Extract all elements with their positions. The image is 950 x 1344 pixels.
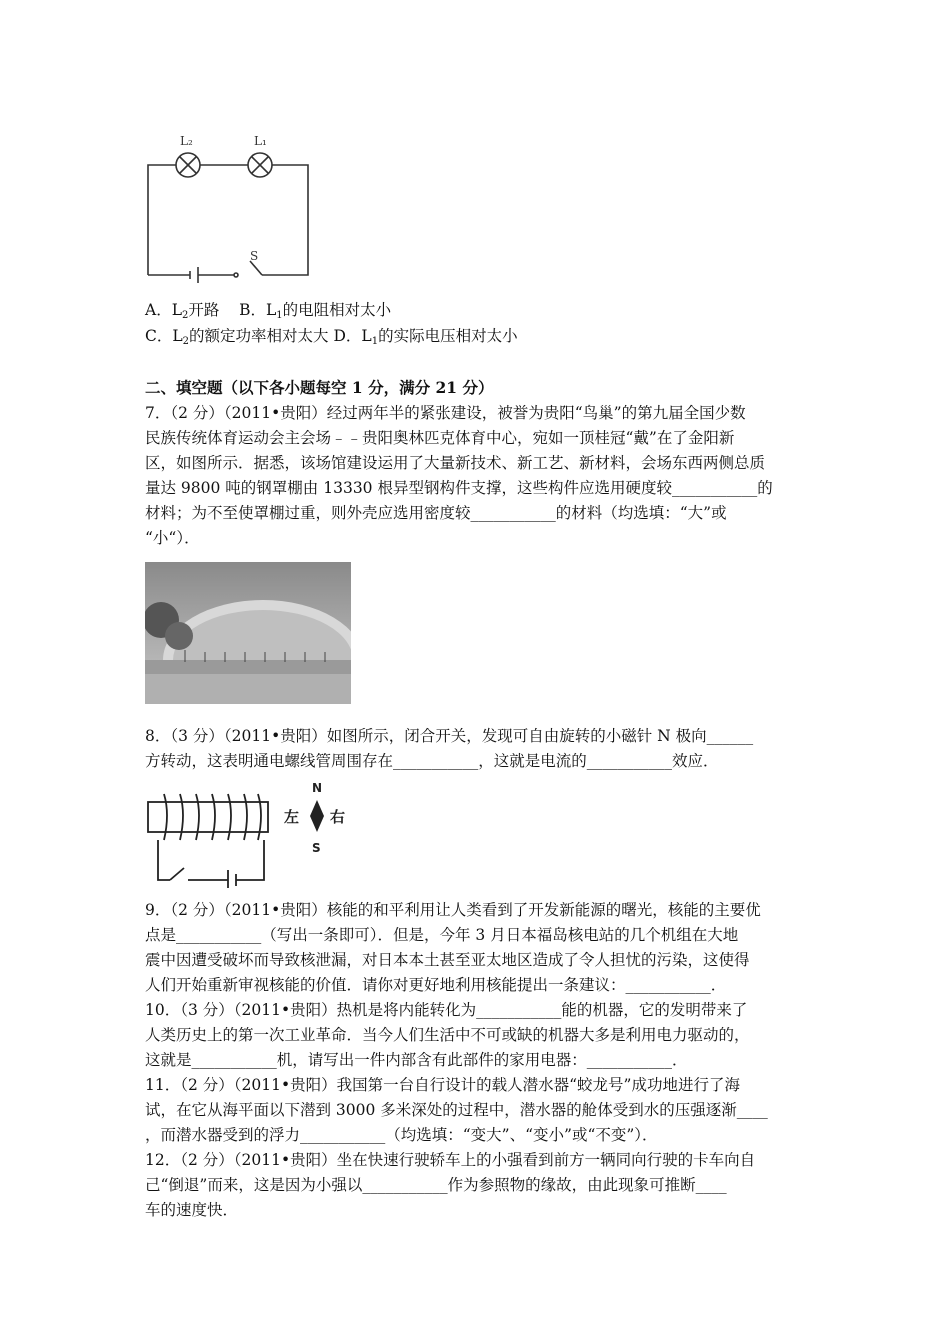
section-heading: 二、填空题（以下各小题每空 1 分，满分 21 分） bbox=[145, 378, 494, 397]
q10-line2: 人类历史上的第一次工业革命．当今人们生活中不可或缺的机器大多是利用电力驱动的， bbox=[145, 1026, 750, 1044]
q7-line4: 量达 9800 吨的钢罩棚由 13330 根异型钢构件支撑，这些构件应选用硬度较___________的 bbox=[145, 479, 773, 497]
q11-line2: 试，在它从海平面以下潜到 3000 多米深处的过程中，潜水器的舱体受到水的压强逐渐____ bbox=[145, 1101, 768, 1119]
q7-line3: 区，如图所示．据悉，该场馆建设运用了大量新技术、新工艺、新材料，会场东西两侧总质 bbox=[145, 454, 766, 472]
label-n: N bbox=[312, 781, 323, 795]
q11-line3: ，而潜水器受到的浮力___________（均选填：“变大”、“变小”或“不变”）． bbox=[145, 1126, 658, 1144]
solenoid-diagram bbox=[140, 778, 360, 890]
q7-line5: 材料；为不至使罩棚过重，则外壳应选用密度较___________的材料（均选填：“大”或 bbox=[145, 504, 727, 522]
q9-line3: 震中因遭受破坏而导致核泄漏，对日本本土甚至亚太地区造成了令人担忧的污染，这使得 bbox=[145, 951, 750, 969]
circuit-diagram-lamps bbox=[140, 125, 320, 285]
q7-line1: 7．（2 分）（2011•贵阳）经过两年半的紧张建设，被誉为贵阳“鸟巢”的第九届全国少数 bbox=[145, 404, 746, 422]
label-left: 左 bbox=[284, 808, 300, 826]
q7-line2: 民族传统体育运动会主会场﹣﹣贵阳奥林匹克体育中心，宛如一顶桂冠“戴”在了金阳新 bbox=[145, 429, 735, 447]
label-l2: L₂ bbox=[180, 134, 193, 148]
label-l1: L₁ bbox=[254, 134, 267, 148]
q7-line6: “小“）． bbox=[145, 529, 200, 547]
q12-line2: 己“倒退”而来，这是因为小强以___________作为参照物的缘故，由此现象可推断____ bbox=[145, 1176, 727, 1194]
option-row-cd bbox=[145, 326, 518, 346]
q8-line1: 8．（3 分）（2011•贵阳）如图所示，闭合开关，发现可自由旋转的小磁针 N 极向______ bbox=[145, 727, 754, 745]
q11-line1: 11．（2 分）（2011•贵阳）我国第一台自行设计的载人潜水器“蛟龙号”成功地进行了海 bbox=[145, 1076, 740, 1094]
option-a: A．$L_2$开路 bbox=[145, 301, 220, 321]
option-row-ab bbox=[145, 300, 391, 320]
label-s: S bbox=[312, 841, 321, 855]
q9-line2: 点是___________（写出一条即可）．但是，今年 3 月日本福岛核电站的几个机组在大地 bbox=[145, 926, 739, 944]
q10-line1: 10．（3 分）（2011•贵阳）热机是将内能转化为___________能的机器，它的发明带来了 bbox=[145, 1001, 748, 1019]
q10-line3: 这就是___________机，请写出一件内部含有此部件的家用电器：___________． bbox=[145, 1051, 688, 1069]
option-c: C．$L_2$的额定功率相对太大 bbox=[145, 327, 329, 347]
stadium-photo bbox=[145, 562, 351, 704]
label-right: 右 bbox=[330, 808, 346, 826]
option-b: B．$L_1$的电阻相对太小 bbox=[239, 301, 392, 321]
q12-line1: 12．（2 分）（2011•贵阳）坐在快速行驶轿车上的小强看到前方一辆同向行驶的卡车向自 bbox=[145, 1151, 756, 1169]
q9-line1: 9．（2 分）（2011•贵阳）核能的和平利用让人类看到了开发新能源的曙光，核能的主要优 bbox=[145, 901, 761, 919]
q9-line4: 人们开始重新审视核能的价值．请你对更好地利用核能提出一条建议：___________． bbox=[145, 976, 727, 994]
option-d: D．$L_1$的实际电压相对太小 bbox=[333, 327, 518, 347]
label-switch: S bbox=[250, 249, 259, 263]
q12-line3: 车的速度快． bbox=[145, 1201, 239, 1219]
q8-line2: 方转动，这表明通电螺线管周围存在___________，这就是电流的___________效应． bbox=[145, 752, 719, 770]
